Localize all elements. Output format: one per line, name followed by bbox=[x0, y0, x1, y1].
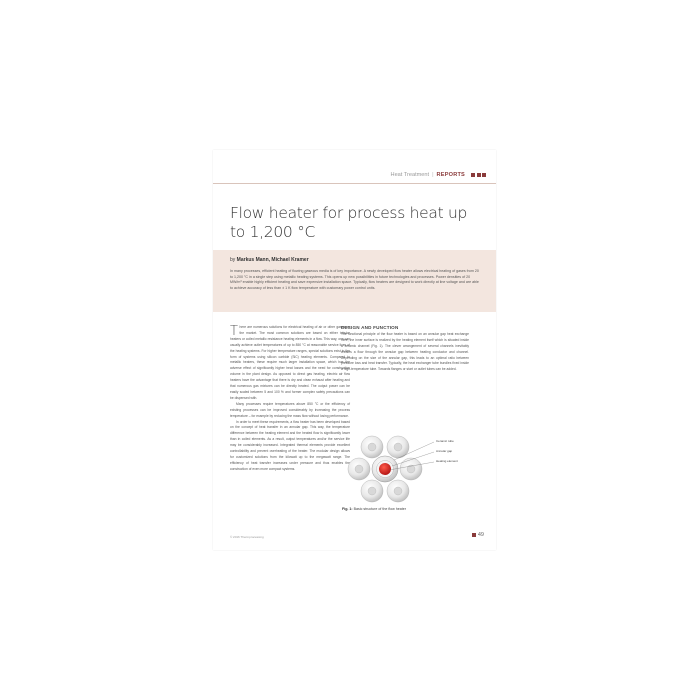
label-heating-element: Heating element bbox=[436, 459, 458, 463]
header-separator: | bbox=[432, 172, 434, 178]
header-section: Heat Treatment bbox=[390, 172, 430, 178]
flow-heater-illustration bbox=[342, 433, 470, 505]
dropcap: T bbox=[230, 323, 238, 339]
magazine-page bbox=[213, 150, 496, 550]
label-annular-gap: Annular gap bbox=[436, 449, 453, 453]
page-marker-icon bbox=[472, 533, 476, 537]
paragraph: The functional principle of the flow heater is based on an annular gap heat exchange here, the inner surface is realized by the heating element itself which is situated inside a ceramic channel (Fig. 1). The clever arrangement of several channels inevitably creates a flow through the annular gap between heating conductor and channel. Depending on the size of the annular gap, this leads to an optimal ratio between pressure loss and heat transfer. Typically, the heat exchanger tube bundles fixed inside a high-temperature tube. Towards flanges or start or outlet tubes can be added. bbox=[341, 331, 469, 372]
caption-label: Fig. 1: bbox=[342, 507, 353, 511]
paragraph-text: here are numerous solutions for electrical heating of air or other gases on the market. The most common solutions are based on either tubular heaters or coiled metallic resistance heating elements in a flow. This way, one can usually achieve outlet temperatures of up to 850 °C at reasonable service lives of the heating systems. For higher temperature ranges, special solutions exist in the form of systems using silicon carbide (SiC) heating elements. Compared to metallic heaters, these require much larger installation space, which has the adverse effect of significantly higher heat losses and the need for construction volume in the plant design. As opposed to direct gas heating, electric air flow heaters have the advantage that there is dry and clean exhaust after heating and that numerous gas mixtures can be directly heated. The output power can be easily scaled between 5 and 100 % and former complex safety precautions can be dispensed with. bbox=[230, 325, 350, 400]
paragraph: Many processes require temperatures above 850 °C or the efficiency of existing processes can be improved considerably by increasing the process temperature – for example by reducing the mass flow without losing performance. bbox=[230, 401, 350, 418]
abstract-box bbox=[213, 250, 496, 312]
authors-names: Markus Mann, Michael Kramer bbox=[236, 257, 309, 263]
header-squares-icon bbox=[471, 173, 486, 177]
authors-line bbox=[230, 257, 309, 263]
figure-caption bbox=[342, 507, 406, 511]
header-category: REPORTS bbox=[436, 172, 465, 178]
footer-copyright: © 2016 Thermprocessing bbox=[230, 535, 264, 539]
section-heading: DESIGN AND FUNCTION bbox=[341, 325, 399, 330]
label-ceramic-tube: Ceramic tube bbox=[436, 439, 454, 443]
page-number: 49 bbox=[477, 532, 484, 538]
authors-prefix: by bbox=[230, 257, 237, 263]
column-right bbox=[341, 325, 469, 373]
footer-page bbox=[472, 532, 484, 538]
header-rule bbox=[213, 183, 496, 184]
caption-text: Basic structure of the flow heater bbox=[352, 507, 406, 511]
abstract-text: In many processes, efficient heating of flowing gaseous media is of key importance. A newly developed flow heater allows electrical heating of gases from 20 to 1,200 °C in a single step using metallic heating systems. This opens up new possibilities in future technologies and processes. Power densities of 20 MW/m³ enable highly efficient heating and save expensive installation space. Typically, flow heaters are designed to work directly at line voltage and are able to achieve accuracy of less than ± 1 K flow temperature with customary power control units. bbox=[230, 269, 479, 290]
column-left bbox=[230, 325, 350, 473]
page-header bbox=[391, 172, 486, 178]
figure-flow-heater bbox=[342, 433, 470, 505]
tube-bundle bbox=[348, 436, 422, 502]
article-title: Flow heater for process heat up to 1,200 °C bbox=[230, 204, 468, 241]
paragraph: In order to meet these requirements, a flow heater has been developed based on the concept of heat transfer in an annular gap. This way, the temperature difference between the heating element and the heated flow is significantly lower than in coiled elements. As a result, output temperatures and/or the service life may be considerably increased. Integrated thermal elements provide excellent controllability and prevent overheating of the heater. The modular design allows for customized solutions from the kilowatt up to the megawatt range. The efficiency of heat transfer increases under pressure and thus enables the construction of even more compact systems. bbox=[230, 419, 350, 471]
paragraph bbox=[230, 325, 350, 402]
